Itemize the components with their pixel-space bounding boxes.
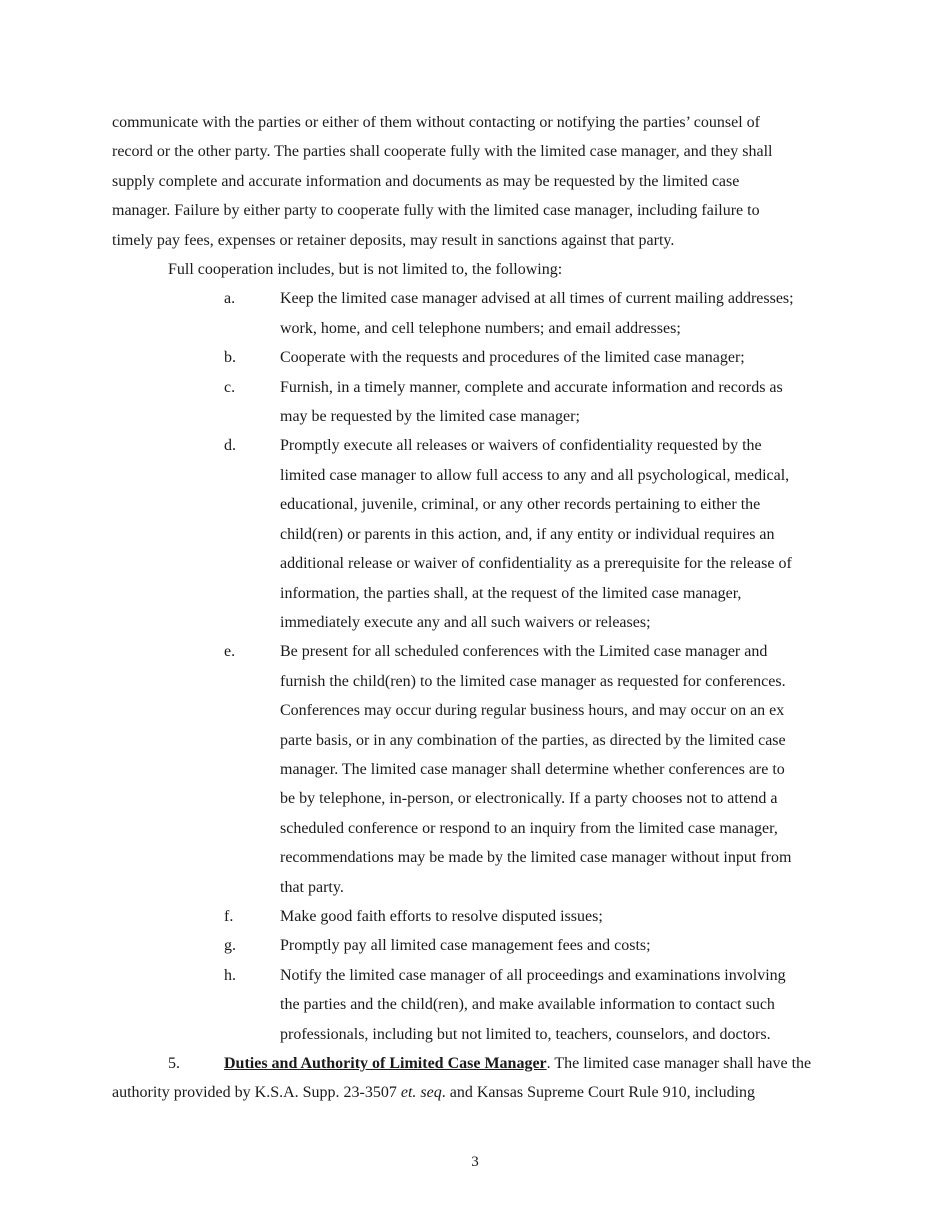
list-item-a bbox=[112, 284, 862, 343]
list-letter: c. bbox=[224, 378, 236, 396]
list-line: Make good faith efforts to resolve disputed issues; bbox=[280, 907, 603, 925]
list-letter: d. bbox=[224, 437, 236, 455]
list-line: Cooperate with the requests and procedures of the limited case manager; bbox=[280, 349, 745, 367]
section-5 bbox=[112, 1049, 862, 1108]
list-line: educational, juvenile, criminal, or any other records pertaining to either the bbox=[280, 496, 761, 514]
list-line: professionals, including but not limited to, teachers, counselors, and doctors. bbox=[280, 1025, 771, 1043]
section-number: 5. bbox=[168, 1055, 180, 1072]
list-line: Keep the limited case manager advised at all times of current mailing addresses; bbox=[280, 290, 794, 308]
list-line: parte basis, or in any combination of the parties, as directed by the limited case bbox=[280, 731, 786, 749]
document-body bbox=[112, 108, 862, 1108]
list-letter: f. bbox=[224, 907, 234, 925]
list-item-c bbox=[112, 373, 862, 432]
list-line: Be present for all scheduled conferences with the Limited case manager and bbox=[280, 643, 768, 661]
list-item-text bbox=[280, 637, 862, 902]
section-text: . The limited case manager shall have the bbox=[546, 1055, 812, 1072]
list-item-f bbox=[112, 902, 862, 931]
section-italic-text: et. seq bbox=[400, 1084, 442, 1102]
list-item-h bbox=[112, 961, 862, 1049]
list-item-b bbox=[112, 343, 862, 372]
list-line: the parties and the child(ren), and make available information to contact such bbox=[280, 996, 775, 1014]
list-letter: e. bbox=[224, 643, 236, 661]
list-line: limited case manager to allow full access to any and all psychological, medical, bbox=[280, 466, 790, 484]
list-item-text bbox=[280, 931, 862, 960]
section-text: authority provided by K.S.A. Supp. 23-3507 bbox=[112, 1084, 401, 1102]
list-item-text bbox=[280, 961, 862, 1049]
list-line: that party. bbox=[280, 878, 344, 896]
list-item-text bbox=[280, 902, 862, 931]
list-line: scheduled conference or respond to an inquiry from the limited case manager, bbox=[280, 819, 778, 837]
list-line: may be requested by the limited case manager; bbox=[280, 408, 580, 426]
cooperation-intro: Full cooperation includes, but is not limited to, the following: bbox=[168, 261, 563, 279]
intro-line: manager. Failure by either party to cooperate fully with the limited case manager, including failure to bbox=[112, 202, 760, 220]
list-line: be by telephone, in-person, or electronically. If a party chooses not to attend a bbox=[280, 790, 778, 808]
list-line: immediately execute any and all such waivers or releases; bbox=[280, 613, 651, 631]
list-item-text bbox=[280, 373, 862, 432]
list-item-d bbox=[112, 431, 862, 637]
list-letter: g. bbox=[224, 937, 236, 955]
list-item-g bbox=[112, 931, 862, 960]
list-line: recommendations may be made by the limited case manager without input from bbox=[280, 849, 792, 867]
list-line: manager. The limited case manager shall determine whether conferences are to bbox=[280, 760, 785, 778]
list-letter: b. bbox=[224, 349, 236, 367]
section-title: Duties and Authority of Limited Case Manager bbox=[224, 1055, 547, 1072]
list-line: work, home, and cell telephone numbers; and email addresses; bbox=[280, 319, 681, 337]
list-line: furnish the child(ren) to the limited case manager as requested for conferences. bbox=[280, 672, 786, 690]
list-line: Conferences may occur during regular business hours, and may occur on an ex bbox=[280, 702, 785, 720]
list-item-text bbox=[280, 284, 862, 343]
list-line: information, the parties shall, at the request of the limited case manager, bbox=[280, 584, 742, 602]
list-line: Notify the limited case manager of all proceedings and examinations involving bbox=[280, 966, 786, 984]
intro-line: timely pay fees, expenses or retainer deposits, may result in sanctions against that party. bbox=[112, 231, 675, 249]
list-line: Promptly pay all limited case management fees and costs; bbox=[280, 937, 651, 955]
section-text: . and Kansas Supreme Court Rule 910, including bbox=[441, 1084, 756, 1102]
list-letter: h. bbox=[224, 966, 236, 984]
list-item-e bbox=[112, 637, 862, 902]
list-line: Promptly execute all releases or waivers of confidentiality requested by the bbox=[280, 437, 762, 455]
list-line: Furnish, in a timely manner, complete and accurate information and records as bbox=[280, 378, 783, 396]
intro-line: supply complete and accurate information and documents as may be requested by the limited case bbox=[112, 172, 740, 190]
list-line: additional release or waiver of confidentiality as a prerequisite for the release of bbox=[280, 555, 792, 573]
intro-line: record or the other party. The parties shall cooperate fully with the limited case manager, and they shall bbox=[112, 143, 773, 161]
list-item-text bbox=[280, 431, 862, 637]
intro-paragraph bbox=[112, 108, 862, 255]
list-line: child(ren) or parents in this action, and, if any entity or individual requires an bbox=[280, 525, 775, 543]
list-item-text bbox=[280, 343, 862, 372]
list-letter: a. bbox=[224, 290, 236, 308]
intro-line: communicate with the parties or either of them without contacting or notifying the parties’ counsel of bbox=[112, 114, 760, 131]
page-number: 3 bbox=[471, 1154, 479, 1170]
